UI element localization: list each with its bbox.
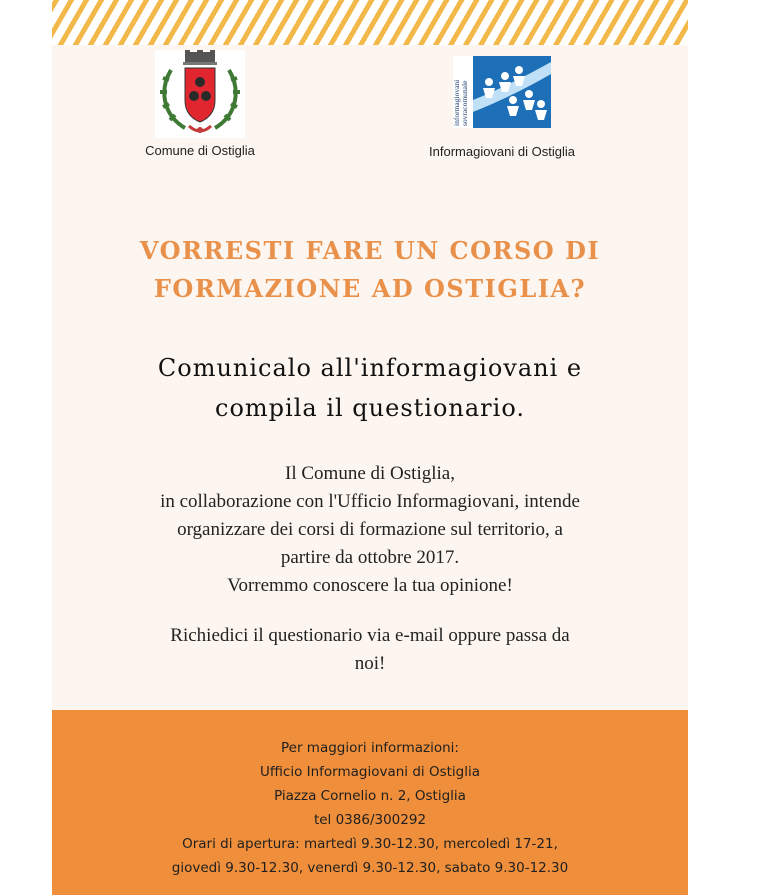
body-line-6: Richiedici il questionario via e-mail oppure passa da [170,625,570,646]
headline-line-2: FORMAZIONE AD OSTIGLIA? [153,274,587,303]
body-line-7: noi! [354,653,386,674]
contact-footer [52,710,688,895]
headline-line-1: VORRESTI FARE UN CORSO DI [139,236,601,265]
footer-phone: tel 0386/300292 [313,812,427,828]
body-line-1: Il Comune di Ostiglia, [285,463,455,484]
body-spacer [72,600,668,622]
footer-opening-hours-2: giovedì 9.30-12.30, venerdì 9.30-12.30, sabato 9.30-12.30 [171,860,569,876]
informagiovani-logo-caption: Informagiovani di Ostiglia [429,144,575,159]
informagiovani-logo-icon [453,56,551,128]
informagiovani-mark-line1: informagiovani [452,79,461,126]
top-stripe-banner [52,0,688,45]
informagiovani-logo-block [402,56,602,159]
body-line-5: Vorremmo conoscere la tua opinione! [227,575,513,596]
informagiovani-mark-line2: sovracomunale [460,80,469,126]
comune-logo-block [120,50,280,158]
footer-line-3: Piazza Cornelio n. 2, Ostiglia [274,788,466,804]
subheadline-line-1: Comunicalo all'informagiovani e [157,354,583,382]
flyer [52,0,688,895]
headline [72,232,668,308]
footer-line-2: Ufficio Informagiovani di Ostiglia [259,764,481,780]
coat-of-arms-icon [155,50,245,138]
body-text [72,460,668,678]
footer-text [62,736,678,880]
footer-line-1: Per maggiori informazioni: [281,740,459,756]
subheadline-line-2: compila il questionario. [215,394,525,422]
footer-opening-hours-1: Orari di apertura: martedì 9.30-12.30, mercoledì 17-21, [182,836,558,852]
body-line-2: in collaborazione con l'Ufficio Informagiovani, intende [160,491,580,512]
comune-logo-caption: Comune di Ostiglia [145,143,255,158]
body-line-3: organizzare dei corsi di formazione sul territorio, a [177,519,563,540]
subheadline [72,348,668,428]
body-line-4: partire da ottobre 2017. [280,547,460,568]
